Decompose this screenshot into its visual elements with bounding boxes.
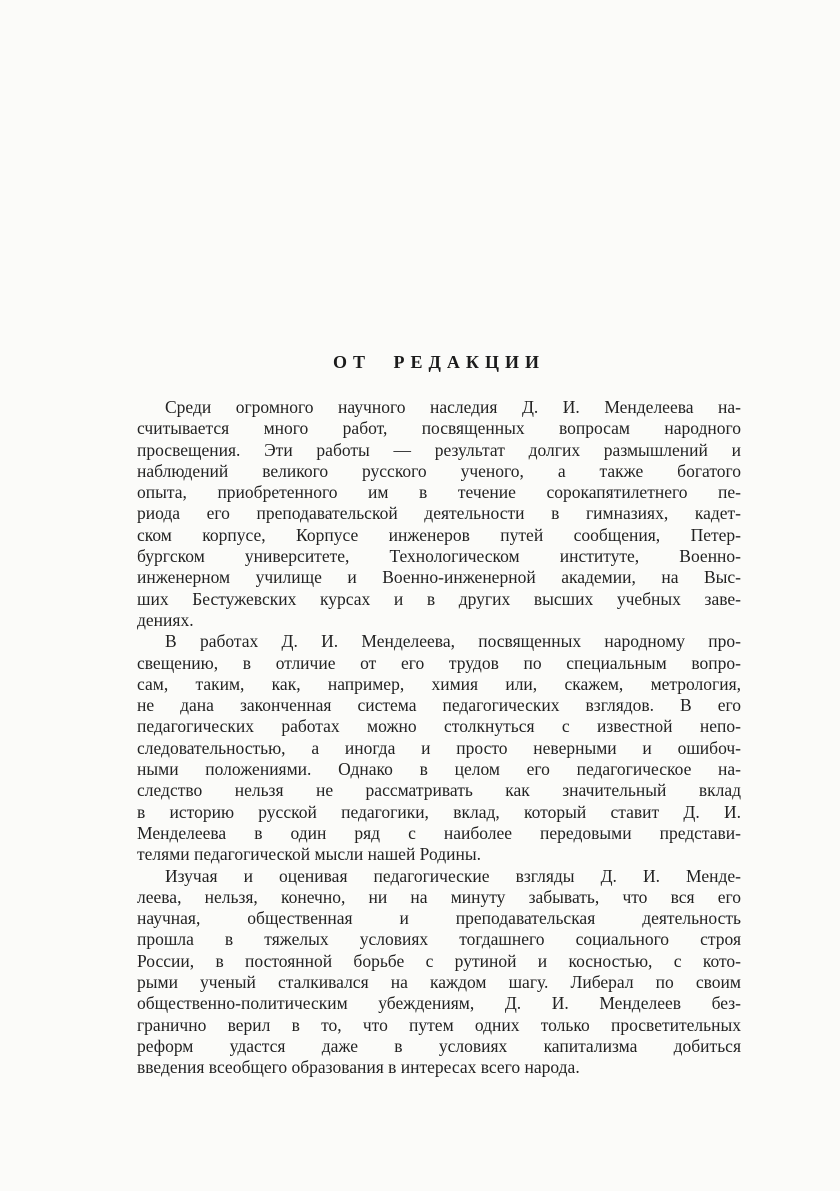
text-line: следовательностью, а иногда и просто неверными и ошибоч-: [137, 737, 741, 758]
text-line: леева, нельзя, конечно, ни на минуту забывать, что вся его: [137, 886, 741, 907]
paragraph: [137, 631, 741, 865]
text-line: наблюдений великого русского ученого, а также богатого: [137, 460, 741, 481]
text-line: В работах Д. И. Менделеева, посвященных народному про-: [165, 631, 741, 652]
text-line: рыми ученый сталкивался на каждом шагу. Либерал по своим: [137, 972, 741, 993]
text-line: сам, таким, как, например, химия или, скажем, метрология,: [137, 673, 741, 694]
text-line: телями педагогической мысли нашей Родины.: [137, 844, 481, 865]
page-title: ОТ РЕДАКЦИИ: [333, 352, 545, 372]
text-line: свещению, в отличие от его трудов по специальным вопро-: [137, 652, 741, 673]
text-line: инженерном училище и Военно-инженерной академии, на Выс-: [137, 567, 741, 588]
text-block: [137, 352, 741, 1079]
text-line: не дана законченная система педагогических взглядов. В его: [137, 695, 741, 716]
text-line: реформ удастся даже в условиях капитализма добиться: [137, 1035, 741, 1056]
text-line: педагогических работах можно столкнуться с известной непо-: [137, 716, 741, 737]
paragraph: [137, 866, 741, 1079]
text-line: гранично верил в то, что путем одних только просветительных: [137, 1014, 741, 1035]
text-line: ском корпусе, Корпусе инженеров путей сообщения, Петер-: [137, 524, 741, 545]
text-line: России, в постоянной борьбе с рутиной и косностью, с кото-: [137, 950, 741, 971]
text-line: дениях.: [137, 609, 194, 630]
text-line: научная, общественная и преподавательская деятельность: [137, 908, 741, 929]
text-line: ными положениями. Однако в целом его педагогическое на-: [137, 759, 741, 780]
text-line: введения всеобщего образования в интересах всего народа.: [137, 1057, 580, 1078]
paragraph: [137, 397, 741, 631]
text-line: следство нельзя не рассматривать как значительный вклад: [137, 780, 741, 801]
text-line: бургском университете, Технологическом институте, Военно-: [137, 546, 741, 567]
text-line: Менделеева в один ряд с наиболее передовыми представи-: [137, 822, 741, 843]
text-line: в историю русской педагогики, вклад, который ставит Д. И.: [137, 801, 741, 822]
text-line: Изучая и оценивая педагогические взгляды Д. И. Менде-: [165, 865, 741, 886]
text-line: опыта, приобретенного им в течение сорокапятилетнего пе-: [137, 482, 741, 503]
text-line: считывается много работ, посвященных вопросам народного: [137, 418, 741, 439]
text-line: риода его преподавательской деятельности в гимназиях, кадет-: [137, 503, 741, 524]
text-line: ших Бестужевских курсах и в других высших учебных заве-: [137, 588, 741, 609]
text-line: просвещения. Эти работы — результат долгих размышлений и: [137, 439, 741, 460]
text-line: прошла в тяжелых условиях тогдашнего социального строя: [137, 929, 741, 950]
text-line: общественно-политическим убеждениям, Д. И. Менделеев без-: [137, 993, 741, 1014]
text-line: Среди огромного научного наследия Д. И. Менделеева на-: [165, 397, 741, 417]
